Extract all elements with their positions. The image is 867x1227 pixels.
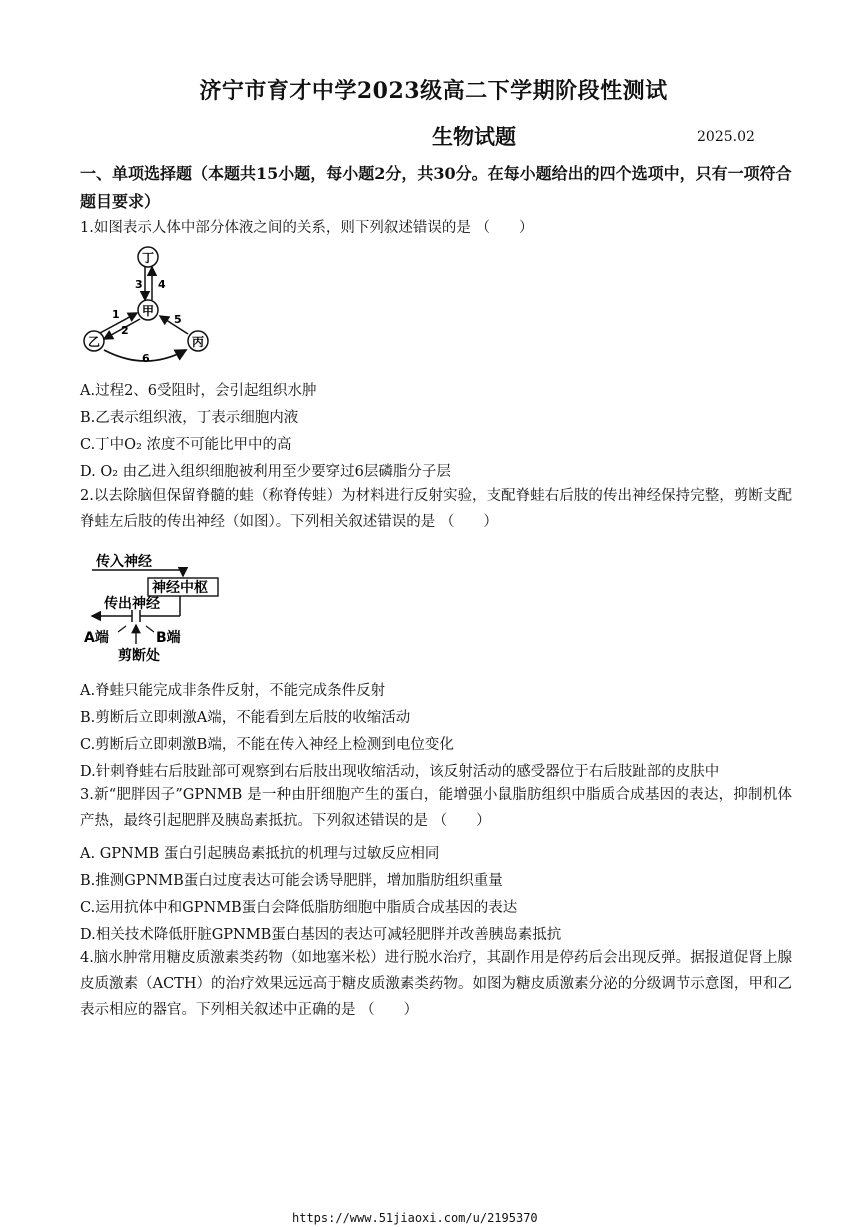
q3-option-c: C.运用抗体中和GPNMB蛋白会降低脂肪细胞中脂质合成基因的表达	[80, 900, 518, 916]
q3-option-d: D.相关技术降低肝脏GPNMB蛋白基因的表达可减轻肥胖并改善胰岛素抵抗	[80, 927, 562, 943]
q1-option-a: A.过程2、6受阻时，会引起组织水肿	[80, 383, 317, 399]
arrow-label: 5	[174, 313, 182, 326]
arrow-label: 2	[121, 324, 129, 337]
node-label: 乙	[87, 335, 101, 349]
exam-subject: 生物试题	[432, 124, 516, 149]
q1-option-d: D. O₂ 由乙进入组织细胞被利用至少要穿过6层磷脂分子层	[80, 464, 451, 480]
center-label: 神经中枢	[152, 580, 208, 596]
b-pointer	[146, 626, 154, 632]
q1-stem: 1.如图表示人体中部分体液之间的关系，则下列叙述错误的是 （ ）	[80, 220, 534, 236]
q2-option-d: D.针刺脊蛙右后肢趾部可观察到右后肢出现收缩活动，该反射活动的感受器位于右后肢趾部的皮肤中	[80, 764, 720, 780]
section-heading: 一、单项选择题（本题共15小题，每小题2分，共30分。在每小题给出的四个选项中，只有一项符合题目要求）	[80, 164, 792, 211]
exam-title: 济宁市育才中学2023级高二下学期阶段性测试	[199, 78, 668, 104]
footer-url: https://www.51jiaoxi.com/u/2195370	[292, 1211, 538, 1225]
node-label: 甲	[141, 304, 155, 318]
arrow-label: 3	[135, 278, 143, 291]
q3-option-a: A. GPNMB 蛋白引起胰岛素抵抗的机理与过敏反应相同	[80, 846, 440, 862]
node-label: 丁	[141, 251, 155, 265]
q2-option-b: B.剪断后立即刺激A端，不能看到左后肢的收缩活动	[80, 710, 411, 726]
a-pointer	[118, 626, 126, 632]
q3-stem: 3.新“肥胖因子”GPNMB 是一种由肝细胞产生的蛋白，能增强小鼠脂肪组织中脂质合成基因的表达，抑制机体产热，最终引起肥胖及胰岛素抵抗。下列叙述错误的是 （ ）	[80, 787, 792, 829]
node-label: 丙	[191, 335, 205, 349]
q2-option-c: C.剪断后立即刺激B端，不能在传入神经上检测到电位变化	[80, 737, 454, 753]
exam-date: 2025.02	[697, 129, 755, 145]
arrow-label: 1	[112, 308, 120, 321]
arrow-label: 6	[142, 352, 150, 365]
arrow-label: 4	[158, 278, 166, 291]
q3-option-b: B.推测GPNMB蛋白过度表达可能会诱导肥胖，增加脂肪组织重量	[80, 873, 503, 889]
efferent-label: 传出神经	[104, 596, 160, 612]
q1-option-b: B.乙表示组织液，丁表示细胞内液	[80, 410, 299, 426]
q2-stem: 2.以去除脑但保留脊髓的蛙（称脊传蛙）为材料进行反射实验，支配脊蛙右后肢的传出神经保持完整，剪断支配脊蛙左后肢的传出神经（如图）。下列相关叙述错误的是 （ ）	[80, 488, 792, 530]
q1-body-fluid-diagram	[78, 244, 213, 369]
afferent-label: 传入神经	[96, 554, 152, 570]
end-a-label: A端	[84, 630, 109, 646]
end-b-label: B端	[156, 630, 181, 646]
q2-reflex-diagram	[78, 546, 238, 666]
q1-option-c: C.丁中O₂ 浓度不可能比甲中的高	[80, 437, 292, 453]
cut-label: 剪断处	[118, 648, 160, 664]
q4-stem: 4.脑水肿常用糖皮质激素类药物（如地塞米松）进行脱水治疗，其副作用是停药后会出现反弹。据报道促肾上腺皮质激素（ACTH）的治疗效果远远高于糖皮质激素类药物。如图为糖皮质激素分泌的分级调节示意图，甲和乙表示相应的器官。下列相关叙述中正确的是 （ ）	[80, 950, 792, 1018]
q2-option-a: A.脊蛙只能完成非条件反射，不能完成条件反射	[80, 683, 386, 699]
